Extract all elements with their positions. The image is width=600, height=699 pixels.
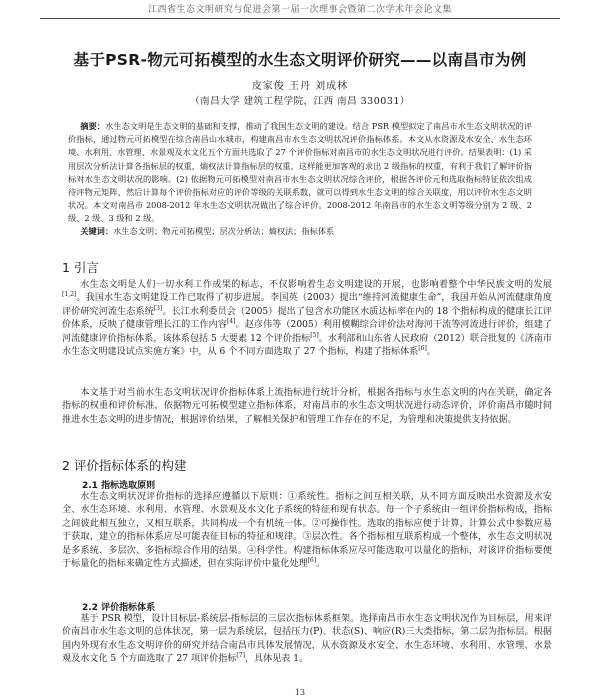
section-heading-intro: 1 引言: [62, 260, 99, 275]
paper-title: 基于PSR-物元可拓模型的水生态文明评价研究——以南昌市为例: [73, 51, 527, 69]
keywords-text: 水生态文明；物元可拓模型；层次分析法；熵权法；指标体系: [113, 226, 335, 236]
page-number: 13: [294, 688, 306, 697]
subsection-heading-principles: 2.1 指标选取原则: [82, 481, 156, 491]
keywords: [68, 225, 532, 238]
affiliation: （南昌大学 建筑工程学院，江西 南昌 330031）: [190, 96, 410, 107]
abstract: [68, 120, 532, 226]
keywords-label: 关键词：: [80, 226, 114, 236]
section-heading-index-system: 2 评价指标体系的构建: [62, 458, 187, 473]
abstract-text: 水生态文明是生态文明的基础和支撑，推动了我国生态文明的建设。结合 PSR 模型拟定了南昌市水生态文明状况的评价指标，通过物元可拓模型在综合南昌山水城市，构建南昌市水生态文明状况评价指标体系。本文从水资源及水安全、水生态环境、水利用、水管理、水景观及水文化五个方面共选取了 27 个评价指标对南昌市的水生态文明状况进行评价。结果表明：(1) 采用层次分析法计算各指标层的权重，熵权法计算指标层的权重，这样能更加客观的求出 2 级指标的权重，有利于我们了解评价指标对水生态文明状况的影响。(2) 依据物元可拓模型对南昌市水生态文明状况综合评价，根据各评价元和选取指标特征依次组成待评物元矩阵，然后计算每个评价指标对应的评价等级的关联系数，就可以得到水生态文明的综合关联度，用以评价水生态文明状况。本文对南昌市 2008-2012 年水生态文明状况做出了综合评价。2008-2012 年南昌市的水生态文明等级分别为 2 级、2 级、2 级、3 级和 2 级。: [68, 121, 532, 224]
authors: 皮家俊 王丹 刘成林: [251, 81, 349, 92]
intro-paragraph-2: 本文基于对当前水生态文明状况评价指标体系上流指标进行统计分析，根据各指标与水生态文明的内在关联，确定各指标的权重和评价标准，依据物元可拓模型建立指标体系，对南昌市的水生态文明状况进行动态评价，评价南昌市随时间推进水生态文明的进步情况，根据评价结果，了解相关保护和管理工作存在的不足，为管理和决策提供支持依据。: [62, 388, 552, 425]
principles-paragraph: 水生态文明状况评价指标的选择应遵循以下原则：①系统性。指标之间互相关联，从不同方面反映出水资源及水安全、水生态环境、水利用、水管理、水景观及水文化子系统的特征和现有状态。每一个子系统由一组评价指标构成，指标之间彼此相互独立，又相互联系，共同构成一个有机统一体。②可操作性。选取的指标应便于计算，计算公式中参数应易于获取，建立的指标体系应尽可能表征目标的特征和规律。③层次性。各个指标相互联系构成一个整体，水生态文明状况是多系统、多层次、多指标综合作用的结果。④科学性。构建指标体系应尽可能选取可以量化的指标，对该评价指标要便于标量化的指标来确定性方式描述，但在实际评价中量化处理[6]。: [62, 492, 552, 570]
intro-paragraph-1: 水生态文明是人们一切水利工作成果的标志，不仅影响着生态文明建设的开展，也影响着整个中华民族文明的发展[1,2]。我国水生态文明建设工作已取得了初步进展。李国英（2003）提出“维持河流健康生命”，我国开始从河流健康角度评价研究河流生态系统[3]。长江水利委员会（2005）提出了包含水功能区水质达标率在内的 18 个指标构成的健康长江评价体系，反映了健康管理长江的工作内容[4]。赵彦伟等（2005）利用模糊综合评价法对海河干流等河流进行评价，组建了河流健康评价指标体系，该体系包括 5 大要素 12 个评价指标[5]。水利部和山东省人民政府（2012）联合批复的《济南市水生态文明建设试点实施方案》中，从 6 个不同方面选取了 27 个指标，构建了指标体系[6]。: [62, 280, 552, 358]
running-header: 江西省生态文明研究与促进会第一届一次理事会暨第二次学术年会论文集: [40, 2, 560, 19]
abstract-label: 摘要：: [80, 121, 106, 131]
subsection-heading-index-system: 2.2 评价指标体系: [82, 603, 156, 613]
index-system-paragraph: 基于 PSR 模型，设计目标层-系统层-指标层的三层次指标体系框架。选择南昌市水生态文明状况作为目标层，用来评价南昌市水生态文明的总体状况，第一层为系统层，包括压力(P)、状态(S)、响应(R)三大类指标，第二层为指标层。根据国内外现有水生态文明评价的研究并结合南昌市具体发展情况，从水资源及水安全、水生态环境、水利用、水管理、水景观及水文化 5 个方面选取了 27 项评价指标[7]，具体见表 1。: [62, 614, 552, 665]
